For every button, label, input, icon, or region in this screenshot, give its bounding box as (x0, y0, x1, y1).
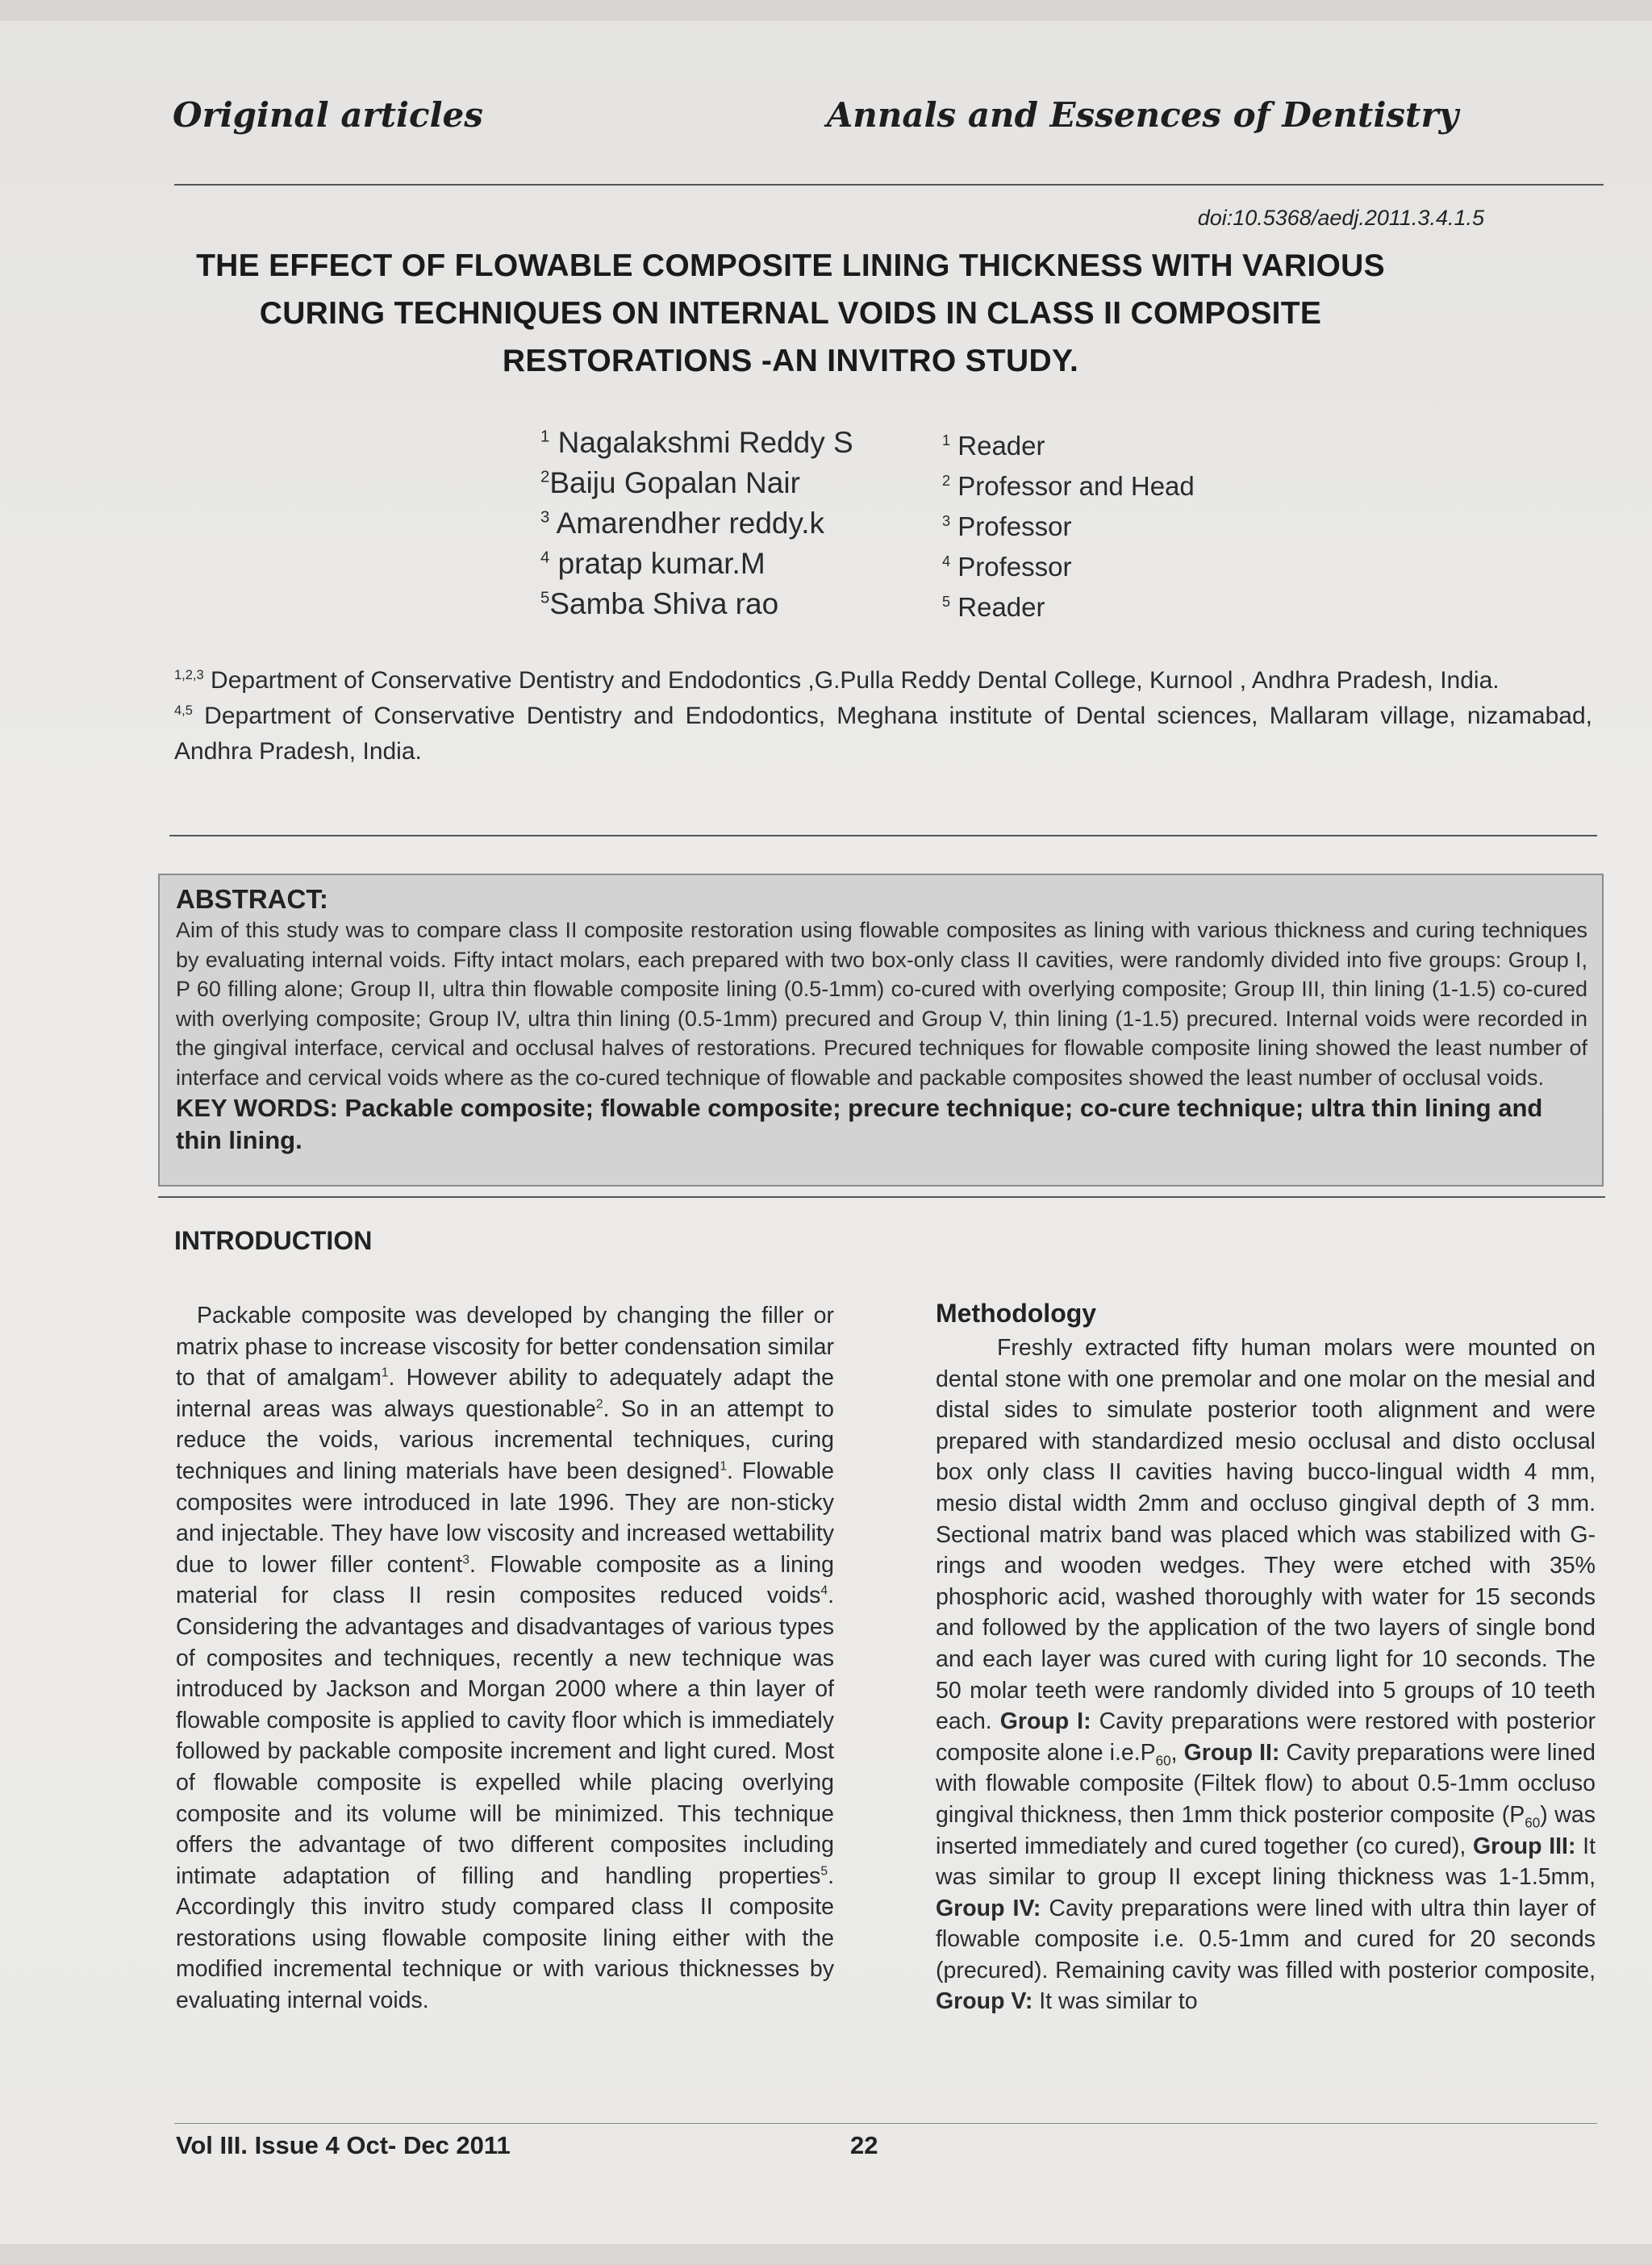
citation: 1 (720, 1459, 728, 1474)
methodology-paragraph: Freshly extracted fifty human molars were mounted on dental stone with one premolar and one molar on the mesial and distal sides to simulate posterior tooth alignment and were prepared with standardized mesio occlusal and disto occlusal box only class II cavities having bucco-lingual width 4 mm, mesio distal width 2mm and occluso gingival depth of 3 mm. Sectional matrix band was placed which was stabilized with G-rings and wooden wedges. They were etched with 35% phosphoric acid, washed thoroughly with water for 15 seconds and followed by the application of the two layers of single bond and each layer was cured with curing light for 10 seconds. The 50 molar teeth were randomly divided into 5 groups of 10 teeth each. Group I: Cavity preparations were restored with posterior composite alone $i.e.P_{60}$, Group II: Cavity preparations were lined with flowable composite (Filtek flow) to about 0.5-1mm occluso gingival thickness, then 1mm thick posterior composite $(P_{60})$ was inserted immediately and cured together (co cured), Group III: It was similar to group II except lining thickness was 1-1.5mm, Group IV: Cavity preparations were lined with ultra thin layer of flowable composite i.e. 0.5-1mm and cured for 20 seconds (precured). Remaining cavity was filled with posterior composite, Group V: It was similar to (936, 1335, 1596, 2015)
affiliation-2: $^{4,5}$ Department of Conservative Dentistry and Endodontics, Meghana institute of Dental sciences, Mallaram village, nizamabad, Andhra Pradesh, India. (174, 703, 1592, 765)
footer-rule (174, 2123, 1597, 2124)
article-title: THE EFFECT OF FLOWABLE COMPOSITE LINING THICKNESS WITH VARIOUS CURING TECHNIQUES ON INTERNAL VOIDS IN CLASS II COMPOSITE RESTORATIONS -AN INVITRO STUDY. (196, 248, 1385, 378)
citation: 2 (595, 1397, 603, 1412)
scan-bottom-edge (0, 2244, 1652, 2265)
author-5: $^5$Samba Shiva rao (540, 587, 779, 620)
page-number: 22 (850, 2131, 878, 2159)
role-4: $^4$ Professor (942, 552, 1072, 582)
introduction-text (176, 1300, 834, 2017)
methodology-heading: Methodology (936, 1299, 1097, 1328)
author-roles (942, 426, 1195, 628)
role-5: $^5$ Reader (942, 592, 1045, 622)
abstract-rule (158, 1196, 1605, 1198)
citation: 1 (381, 1366, 389, 1380)
methodology-text (936, 1333, 1596, 2017)
author-4: $^4$ pratap kumar.M (540, 547, 766, 580)
introduction-heading: INTRODUCTION (174, 1226, 373, 1255)
author-1: $^1$ Nagalakshmi Reddy S (540, 426, 853, 459)
citation: 5 (820, 1864, 828, 1879)
abstract-body: Aim of this study was to compare class II composite restoration using flowable composites as lining with various thickness and curing techniques by evaluating internal voids. Fifty intact molars, each prepared with two box-only class II cavities, were randomly divided into five groups: Group I, P 60 filling alone; Group II, ultra thin flowable composite lining (0.5-1mm) co-cured with overlying composite; Group III, thin lining (1-1.5) co-cured with overlying composite; Group IV, ultra thin lining (0.5-1mm) precured and Group V, thin lining (1-1.5) precured. Internal voids were recorded in the gingival interface, cervical and occlusal halves of restorations. Precured techniques for flowable composite lining showed the least number of interface and cervical voids where as the co-cured technique of flowable and packable composites showed the least number of occlusal voids. (176, 918, 1587, 1090)
scan-top-edge (0, 0, 1652, 21)
role-1: $^1$ Reader (942, 431, 1045, 461)
running-header-journal: Annals and Essences of Dentistry (826, 95, 1458, 135)
introduction-paragraph: Packable composite was developed by changing the filler or matrix phase to increase viscosity for better condensation similar to that of amalgam$^1$. However ability to adequately adapt the internal areas was always questionable$^2$. So in an attempt to reduce the voids, various incremental techniques, curing techniques and lining materials have been designed$^1$. Flowable composites were introduced in late 1996. They are non-sticky and injectable. They have low viscosity and increased wettability due to lower filler content$^3$. Flowable composite as a lining material for class II resin composites reduced voids$^4$. Considering the advantages and disadvantages of various types of composites and techniques, recently a new technique was introduced by Jackson and Morgan 2000 where a thin layer of flowable composite is applied to cavity floor which is immediately followed by packable composite increment and light cured. Most of flowable composite is expelled while placing overlying composite and its volume will be minimized. This technique offers the advantage of two different composites including intimate adaptation of filling and handling properties$^5$. Accordingly this invitro study compared class II composite restorations using flowable composite lining either with the modified incremental technique or with various thicknesses by evaluating internal voids. (176, 1303, 834, 2014)
header-rule (174, 184, 1604, 186)
citation: 3 (462, 1553, 469, 1567)
running-header-section: Original articles (173, 95, 483, 135)
affiliations (174, 663, 1592, 770)
author-3: $^3$ Amarendher reddy.k (540, 507, 825, 540)
abstract-heading: ABSTRACT: (176, 884, 328, 914)
doi: doi:10.5368/aedj.2011.3.4.1.5 (1197, 206, 1484, 230)
author-list (540, 423, 853, 624)
keywords: KEY WORDS: Packable composite; flowable composite; precure technique; co-cure technique; ultra thin lining and thin lining. (176, 1094, 1543, 1154)
abstract-box (158, 874, 1604, 1187)
citation: 4 (820, 1583, 828, 1598)
affiliation-1: $^{1,2,3}$ Department of Conservative Dentistry and Endodontics ,G.Pulla Reddy Dental College, Kurnool , Andhra Pradesh, India. (174, 667, 1500, 694)
affiliation-rule (169, 835, 1597, 836)
footer-volume: Vol III. Issue 4 Oct- Dec 2011 (176, 2131, 511, 2159)
role-2: $^2$ Professor and Head (942, 471, 1195, 501)
role-3: $^3$ Professor (942, 511, 1072, 541)
author-2: $^2$Baiju Gopalan Nair (540, 466, 800, 499)
